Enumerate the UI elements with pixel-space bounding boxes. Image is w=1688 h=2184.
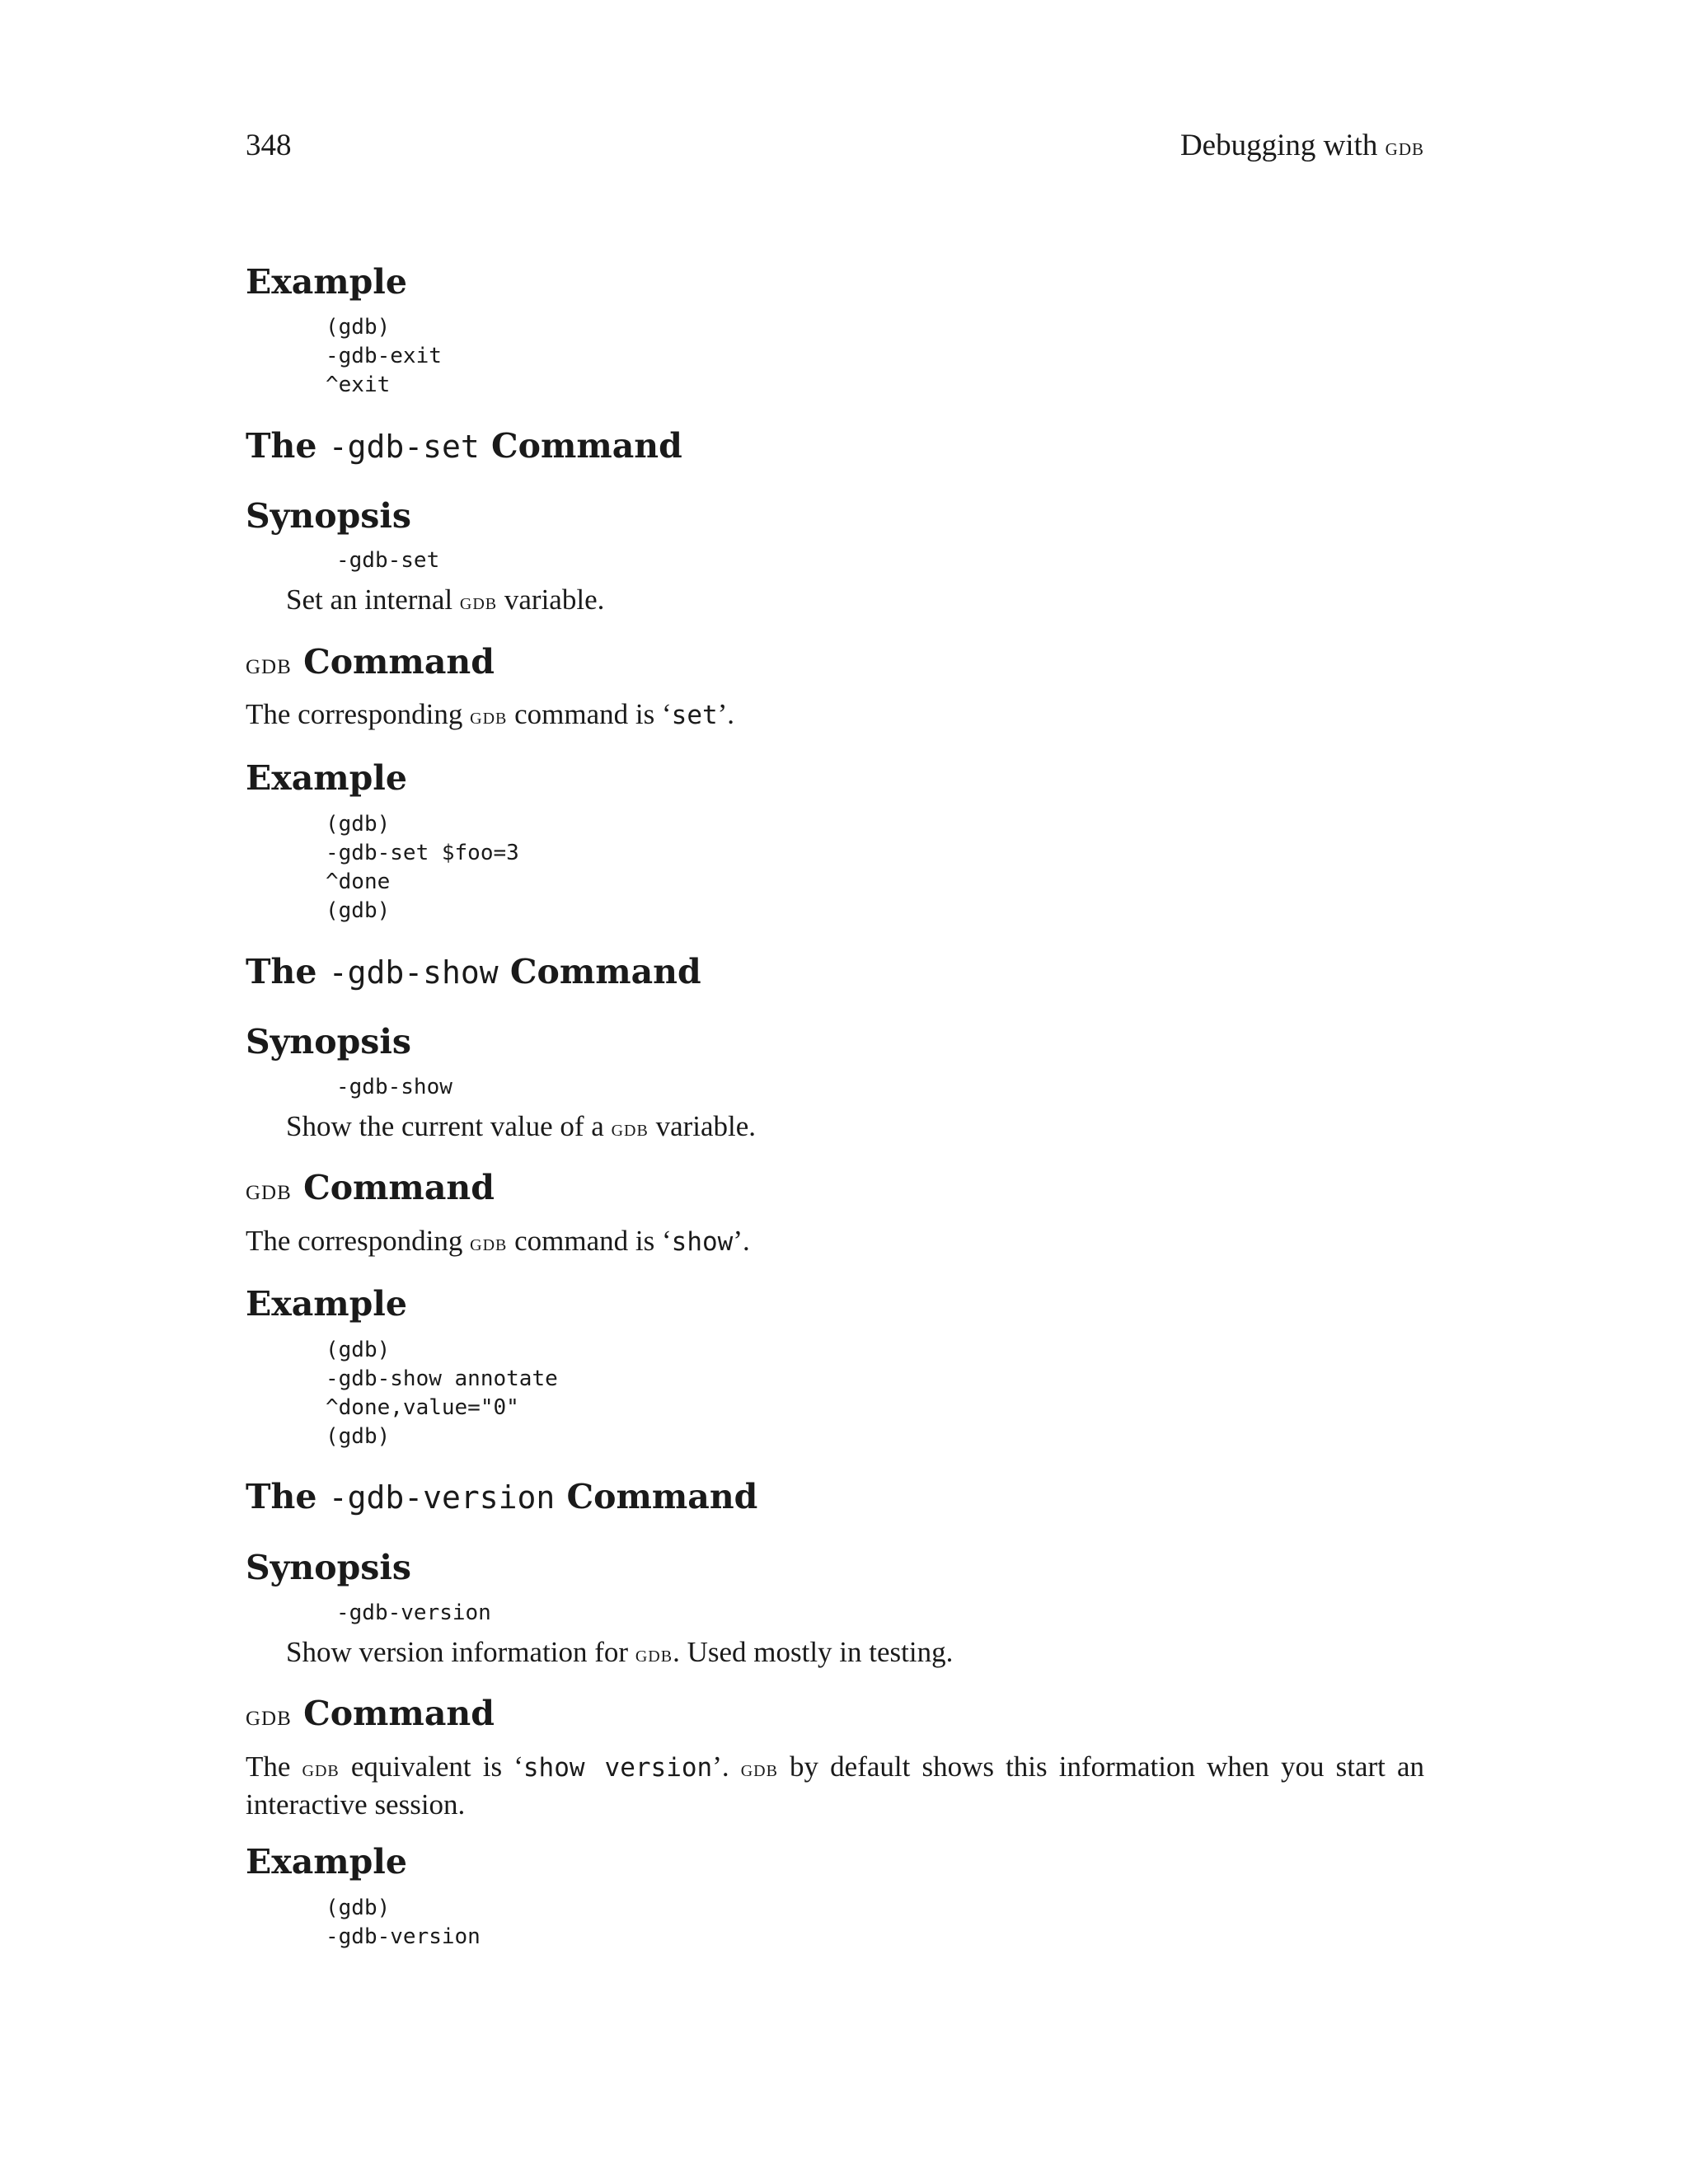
set-desc-before: Set an internal xyxy=(286,583,460,616)
show-example-code: (gdb) -gdb-show annotate ^done,value="0" (gdb) xyxy=(326,1338,558,1449)
show-synopsis-heading-block xyxy=(246,1020,411,1063)
show-gdb-command-text xyxy=(246,1223,750,1261)
set-gdb-command-text xyxy=(246,696,734,734)
version-description xyxy=(286,1634,953,1672)
show-example-heading-block xyxy=(246,1282,407,1325)
version-title-mono: -gdb-version xyxy=(328,1479,556,1516)
show-cmd-mono: show xyxy=(671,1227,734,1257)
set-cmd-before: The corresponding xyxy=(246,698,471,730)
version-desc-gdb: gdb xyxy=(635,1641,673,1667)
version-example-heading: Example xyxy=(246,1842,407,1882)
set-title-suffix: Command xyxy=(479,426,682,466)
set-cmd-after: ’. xyxy=(717,698,735,730)
version-desc-before: Show version information for xyxy=(286,1636,635,1668)
version-example-code: (gdb) -gdb-version xyxy=(326,1896,481,1949)
set-example-heading-block xyxy=(246,757,407,799)
set-title-prefix: The xyxy=(246,426,329,466)
set-example-heading: Example xyxy=(246,758,407,798)
version-command-title xyxy=(246,1475,757,1519)
version-synopsis-heading-block xyxy=(246,1546,411,1589)
version-equiv-before: The xyxy=(246,1750,302,1783)
set-command-title-block xyxy=(246,424,682,468)
version-gdb-command-heading xyxy=(246,1692,495,1736)
show-gdb-command-heading xyxy=(246,1166,495,1211)
show-desc-after: variable. xyxy=(648,1110,757,1142)
exit-example-code: (gdb) -gdb-exit ^exit xyxy=(326,315,442,397)
set-synopsis-heading: Synopsis xyxy=(246,496,411,536)
show-command-title xyxy=(246,950,701,994)
show-example-heading: Example xyxy=(246,1284,407,1324)
set-gdb-command-heading-block xyxy=(246,640,495,685)
show-synopsis-heading: Synopsis xyxy=(246,1022,411,1062)
show-cmd-middle: command is ‘ xyxy=(507,1225,672,1257)
show-cmd-before: The corresponding xyxy=(246,1225,471,1257)
exit-example-heading: Example xyxy=(246,262,407,302)
running-head xyxy=(246,128,1424,169)
show-desc-gdb: gdb xyxy=(611,1115,649,1141)
show-title-suffix: Command xyxy=(498,952,701,991)
version-equiv-gdb-1: gdb xyxy=(302,1755,340,1782)
version-equiv-mono: show version xyxy=(523,1753,713,1783)
set-gdb-heading-text: Command xyxy=(291,642,495,682)
show-gdb-heading-text: Command xyxy=(291,1168,495,1207)
show-gdb-heading-sc: gdb xyxy=(246,1173,292,1206)
running-title xyxy=(1180,128,1424,163)
set-command-title xyxy=(246,424,682,468)
page-number: 348 xyxy=(246,129,292,162)
exit-example-heading-block xyxy=(246,260,407,303)
running-title-text: Debugging with xyxy=(1179,129,1386,162)
set-gdb-command-heading xyxy=(246,640,495,685)
version-equiv-after-2: by default shows this information when you start an interactive session. xyxy=(246,1750,1425,1821)
set-gdb-heading-sc: gdb xyxy=(246,647,292,680)
set-description xyxy=(286,582,604,620)
version-gdb-command-heading-block xyxy=(246,1692,495,1736)
show-cmd-gdb: gdb xyxy=(470,1230,508,1256)
show-cmd-after: ’. xyxy=(733,1225,750,1257)
show-description xyxy=(286,1108,756,1146)
show-title-mono: -gdb-show xyxy=(328,954,499,991)
show-desc-before: Show the current value of a xyxy=(286,1110,612,1142)
version-synopsis-heading: Synopsis xyxy=(246,1548,411,1587)
version-command-title-block xyxy=(246,1475,757,1519)
version-example-heading-block xyxy=(246,1840,407,1883)
version-equiv-middle: equivalent is ‘ xyxy=(339,1750,523,1783)
version-title-suffix: Command xyxy=(555,1477,758,1516)
show-synopsis-code: -gdb-show xyxy=(336,1075,452,1099)
set-synopsis-code: -gdb-set xyxy=(336,548,440,573)
show-gdb-command-heading-block xyxy=(246,1166,495,1211)
show-title-prefix: The xyxy=(246,952,329,991)
version-title-prefix: The xyxy=(246,1477,329,1516)
set-desc-after: variable. xyxy=(497,583,605,616)
version-gdb-heading-text: Command xyxy=(291,1694,495,1733)
set-cmd-gdb: gdb xyxy=(470,703,508,729)
running-title-gdb: gdb xyxy=(1385,133,1424,161)
version-gdb-command-text xyxy=(246,1749,1424,1822)
set-cmd-mono: set xyxy=(671,701,718,730)
version-equiv-after-1: ’. xyxy=(712,1750,741,1783)
set-cmd-middle: command is ‘ xyxy=(507,698,672,730)
version-synopsis-code: -gdb-version xyxy=(336,1601,491,1625)
version-desc-after: . Used mostly in testing. xyxy=(673,1636,954,1668)
show-command-title-block xyxy=(246,950,701,994)
version-equiv-gdb-2: gdb xyxy=(740,1755,778,1782)
set-desc-gdb: gdb xyxy=(459,588,498,615)
set-synopsis-heading-block xyxy=(246,494,411,537)
version-gdb-heading-sc: gdb xyxy=(246,1699,292,1732)
set-title-mono: -gdb-set xyxy=(328,429,480,465)
set-example-code: (gdb) -gdb-set $foo=3 ^done (gdb) xyxy=(326,812,519,923)
